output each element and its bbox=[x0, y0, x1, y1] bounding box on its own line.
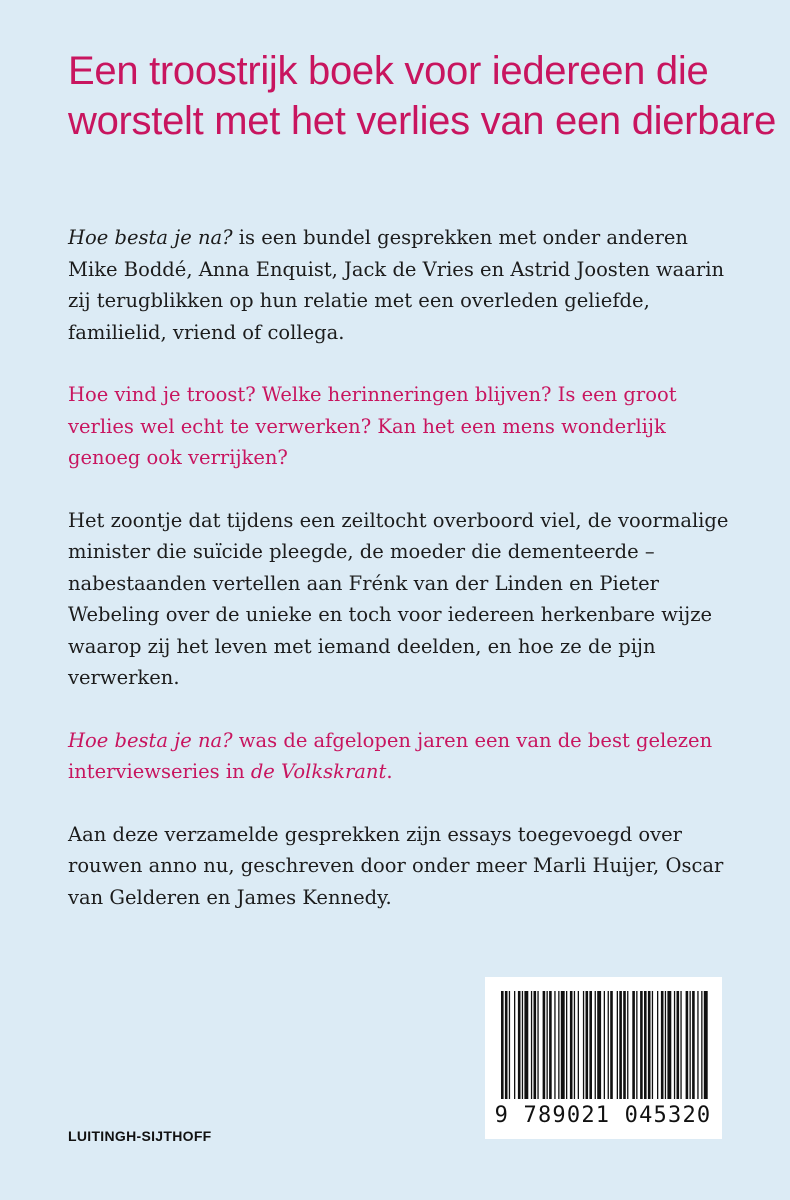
barcode-bar bbox=[627, 991, 628, 1099]
blurb-paragraph-essays: Aan deze verzamelde gesprekken zijn essays toegevoegd over rouwen anno nu, geschreven door onder meer Marli Huijer, Oscar van Gelderen en James Kennedy. bbox=[68, 822, 724, 909]
book-title-2: Hoe besta je na? bbox=[68, 728, 233, 752]
barcode-bar bbox=[604, 991, 605, 1099]
publisher-logo: LUITINGH-SIJTHOFF bbox=[68, 1128, 212, 1144]
barcode-bar bbox=[537, 991, 538, 1099]
barcode-bar bbox=[543, 991, 546, 1099]
barcode-bars bbox=[499, 991, 709, 1101]
barcode-bar bbox=[610, 991, 613, 1099]
blurb-paragraph-series: Hoe besta je na? was de afgelopen jaren een van de best gelezen interviewseries in de Volkskrant. bbox=[68, 728, 713, 783]
barcode-bar bbox=[518, 991, 521, 1099]
barcode-bar bbox=[574, 991, 575, 1099]
barcode-bar bbox=[509, 991, 510, 1099]
barcode-bar bbox=[566, 991, 567, 1099]
barcode-bar bbox=[701, 991, 702, 1099]
barcode-bar bbox=[514, 991, 515, 1099]
headline bbox=[68, 46, 777, 146]
barcode-bar bbox=[667, 991, 671, 1099]
barcode-bar bbox=[589, 991, 592, 1099]
newspaper-name: de Volkskrant bbox=[250, 760, 387, 783]
barcode-bar bbox=[680, 991, 681, 1099]
barcode-bar bbox=[661, 991, 664, 1099]
barcode-bar bbox=[597, 991, 601, 1099]
barcode-bar bbox=[522, 991, 523, 1099]
barcode-bar bbox=[690, 991, 691, 1099]
barcode bbox=[485, 977, 722, 1139]
barcode-bar bbox=[608, 991, 609, 1099]
barcode-bar bbox=[644, 991, 647, 1099]
barcode-bar bbox=[697, 991, 698, 1099]
barcode-bar bbox=[648, 991, 651, 1099]
barcode-bar bbox=[665, 991, 666, 1099]
barcode-bar bbox=[524, 991, 528, 1099]
barcode-bar bbox=[501, 991, 504, 1099]
headline-line-2: worstelt met het verlies van een dierbare bbox=[68, 99, 777, 143]
barcode-bar bbox=[554, 991, 555, 1099]
barcode-bar bbox=[623, 991, 626, 1099]
book-title: Hoe besta je na? bbox=[68, 226, 233, 249]
series-text: was de afgelopen jaren een van de best gelezen interviewseries in bbox=[68, 728, 713, 783]
barcode-bar bbox=[534, 991, 537, 1099]
barcode-bar bbox=[636, 991, 637, 1099]
barcode-bar bbox=[595, 991, 596, 1099]
blurb-paragraph-stories: Het zoontje dat tijdens een zeiltocht overboord viel, de voormalige minister die suïcide pleegde, de moeder die dementeerde – nabestaanden vertellen aan Frénk van der Linden en Pieter Webeling over de unieke en toch voor iedereen herkenbare wijze waarop zij het leven met iemand deelden, en hoe ze de pijn verwerken. bbox=[68, 508, 729, 689]
barcode-bar bbox=[578, 991, 579, 1099]
barcode-bar bbox=[583, 991, 584, 1099]
barcode-bar bbox=[704, 991, 708, 1099]
barcode-bar bbox=[617, 991, 618, 1099]
barcode-bar bbox=[505, 991, 508, 1099]
barcode-bar bbox=[692, 991, 695, 1099]
barcode-bar bbox=[686, 991, 689, 1099]
barcode-bar bbox=[674, 991, 675, 1099]
barcode-bar bbox=[561, 991, 565, 1099]
blurb-paragraph-intro bbox=[68, 222, 738, 348]
headline-line-1: Een troostrijk boek voor iedereen die bbox=[68, 49, 709, 93]
barcode-bar bbox=[570, 991, 573, 1099]
barcode-bar bbox=[558, 991, 559, 1099]
barcode-bar bbox=[657, 991, 658, 1099]
intro-text: is een bundel gesprekken met onder anderen Mike Boddé, Anna Enquist, Jack de Vries en Astrid Joosten waarin zij terugblikken op hun relatie met een overleden geliefde, familielid, vriend of collega. bbox=[68, 226, 725, 344]
barcode-bar bbox=[619, 991, 622, 1099]
barcode-bar bbox=[652, 991, 653, 1099]
barcode-bar bbox=[632, 991, 635, 1099]
barcode-bar bbox=[677, 991, 680, 1099]
barcode-bar bbox=[531, 991, 532, 1099]
blurb-paragraph-questions: Hoe vind je troost? Welke herinneringen blijven? Is een groot verlies wel echt te verwerken? Kan het een mens wonderlijk genoeg ook verrijken? bbox=[68, 383, 677, 469]
barcode-bar bbox=[640, 991, 643, 1099]
blurb bbox=[68, 222, 738, 944]
barcode-bar bbox=[549, 991, 552, 1099]
barcode-bar bbox=[547, 991, 548, 1099]
isbn-number: 9 789021 045320 bbox=[494, 1103, 712, 1128]
barcode-bar bbox=[586, 991, 589, 1099]
